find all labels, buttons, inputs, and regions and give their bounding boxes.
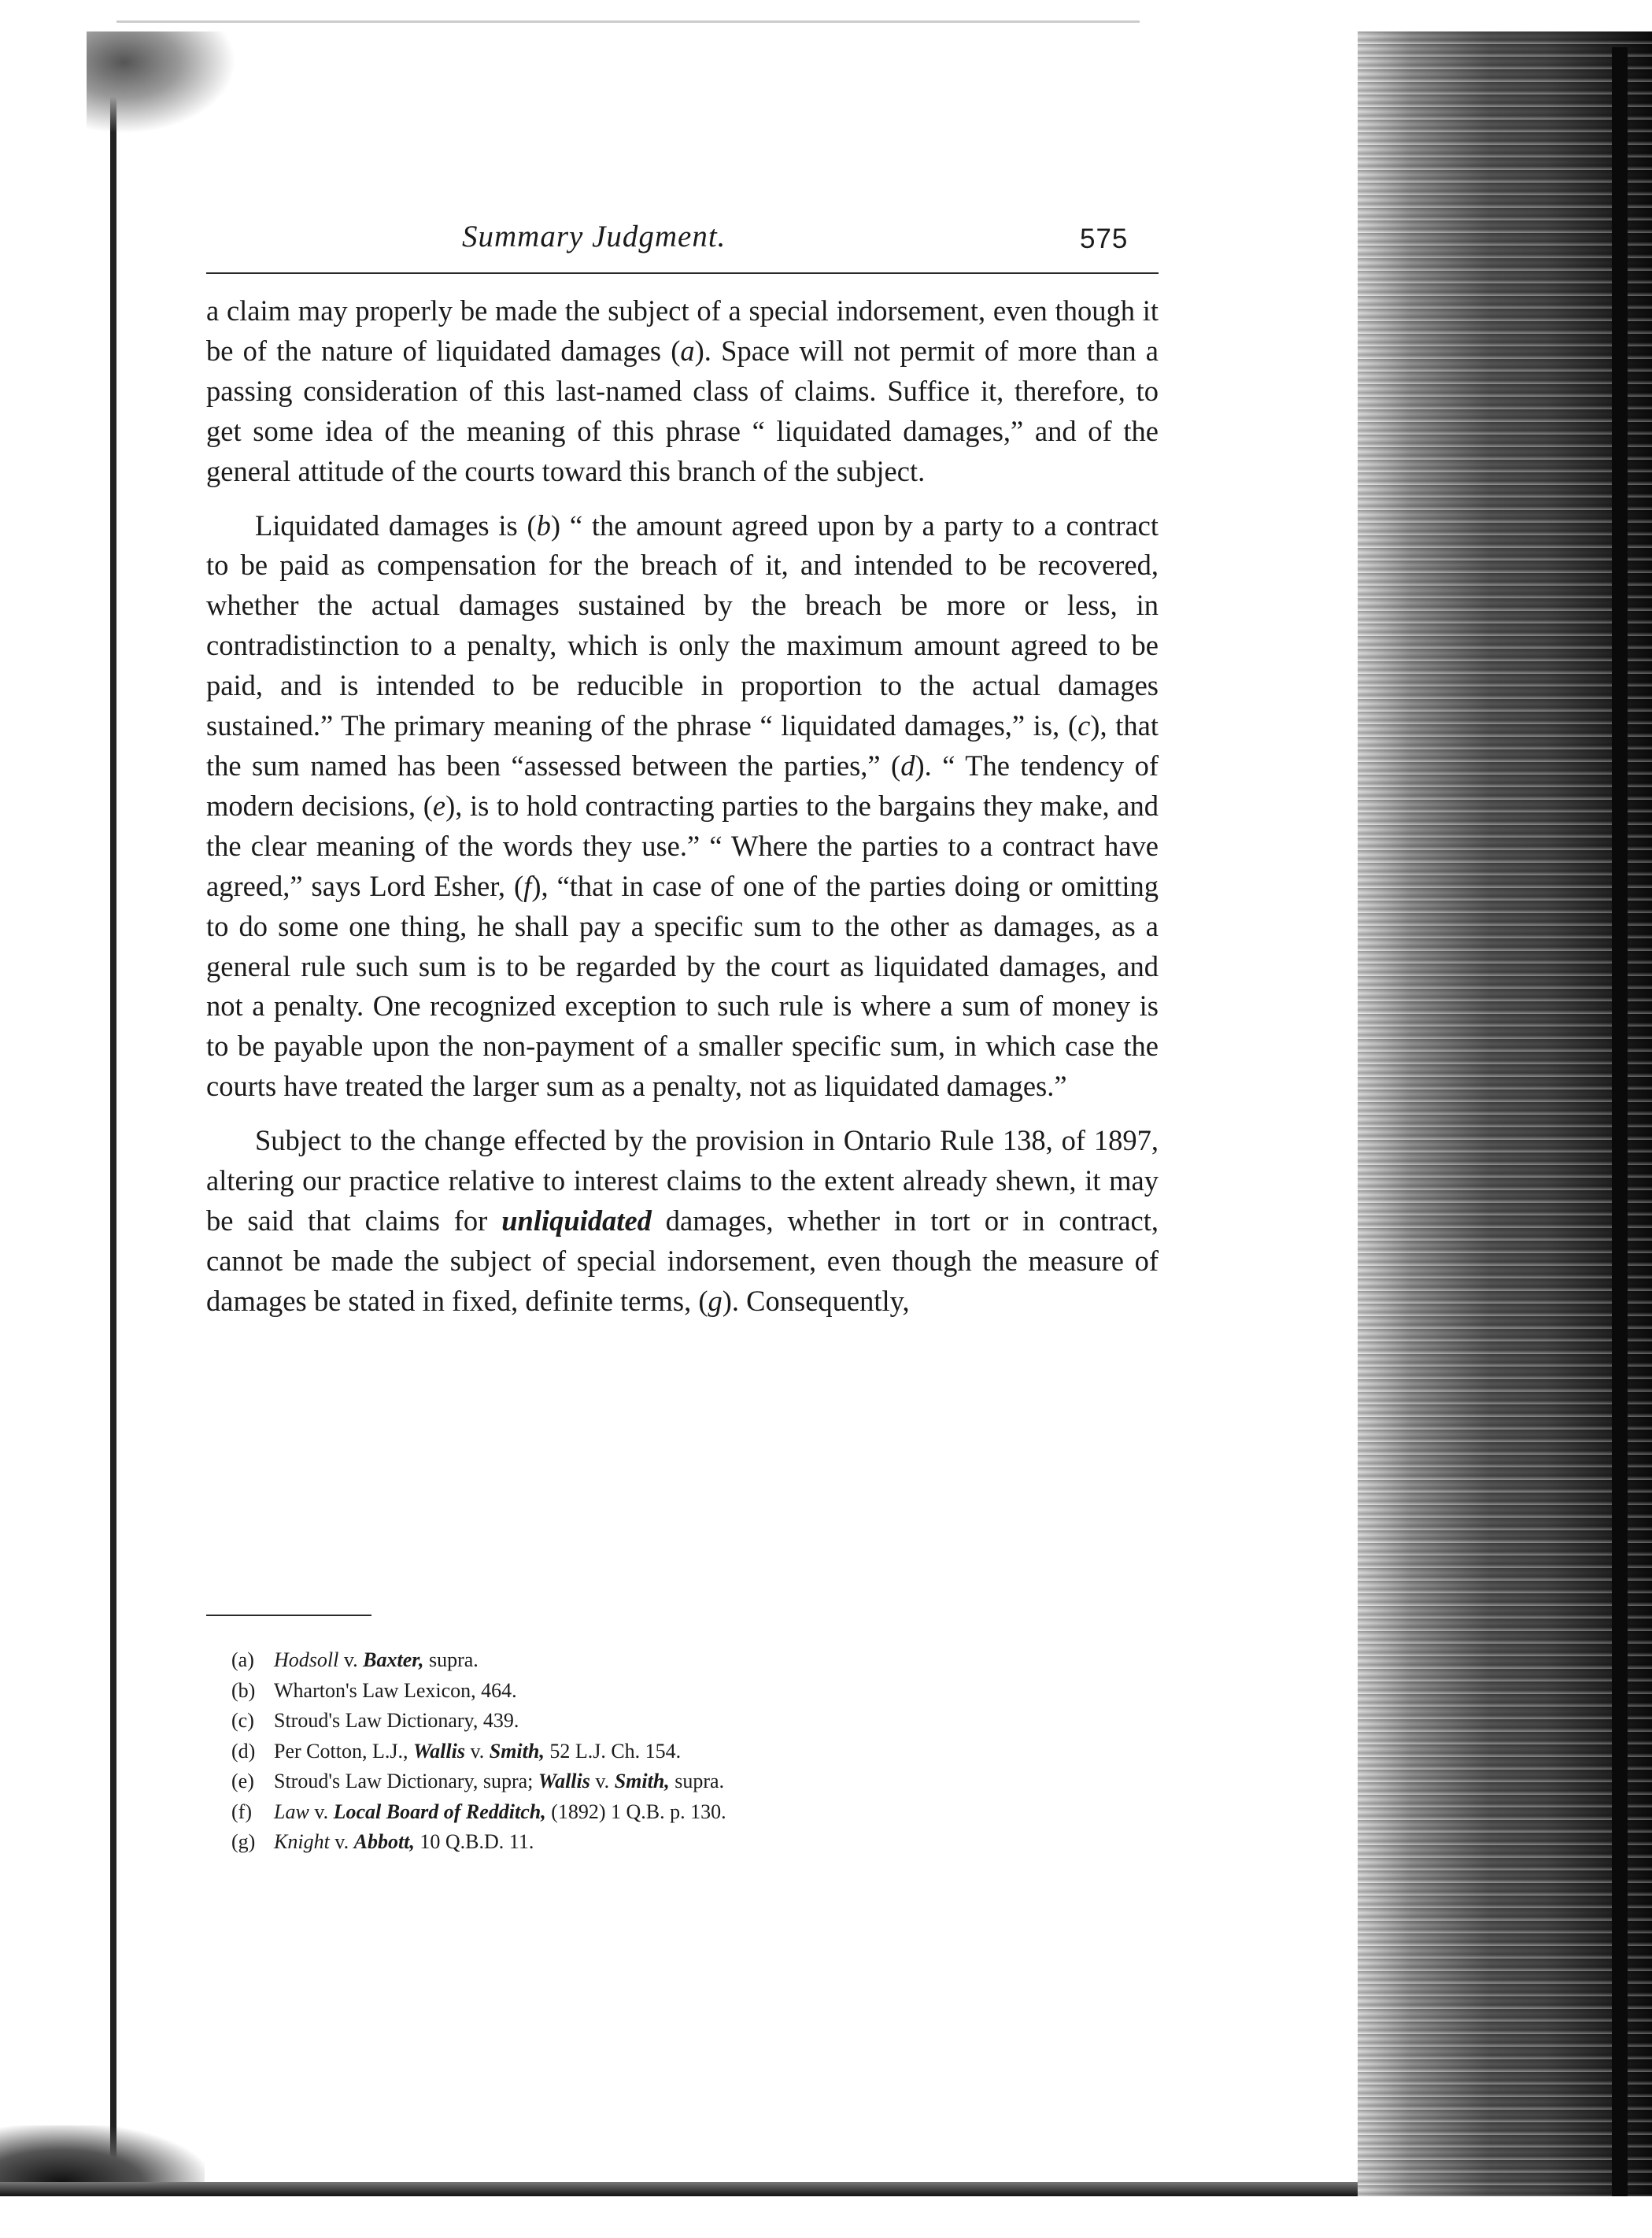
footnote-ref-a: a [680,334,695,367]
book-page [206,0,1159,2238]
paragraph-1: a claim may properly be made the subject of a special indorsement, even though it be of the nature of liquidated damages (a). Space will not permit of more than a passing consideration of this last-named class of claims. Suffice it, therefore, to get some idea of the meaning of this phrase “ liquidated damages,” and of the general attitude of the courts toward this branch of the subject. [206,294,1159,487]
scan-binding-gutter [1358,31,1652,2196]
running-head [206,219,1159,266]
footnote-b: (b) Wharton's Law Lexicon, 464. [231,1678,517,1702]
paragraph-3: Subject to the change effected by the provision in Ontario Rule 138, of 1897, altering our practice relative to interest claims to the extent already shewn, it may be said that claims for unliquidated damages, whether in tort or in contract, cannot be made the subject of special indorsement, even though the measure of damages be stated in fixed, definite terms, (g). Consequently, [206,1124,1159,1317]
scan-edge-left [110,47,116,2188]
footnote-ref-c: c [1077,709,1091,742]
footnote-ref-b: b [536,509,551,542]
footnote-c: (c) Stroud's Law Dictionary, 439. [231,1709,519,1732]
scan-edge-right [1612,47,1628,2196]
footnote-g: (g) Knight v. Abbott, 10 Q.B.D. 11. [231,1830,534,1853]
footnotes [231,1645,1136,1858]
footnote-ref-e: e [432,789,446,822]
page-number: 575 [1080,224,1129,254]
paragraph-2: Liquidated damages is (b) “ the amount agreed upon by a party to a contract to be paid as compensation for the breach of it, and intended to be recovered, whether the actual damages sustained by the breach be more or less, in contradistinction to a penalty, which is only the maximum amount agreed to be paid, and is intended to be reducible in proportion to the actual damages sustained.” The primary meaning of the phrase “ liquidated damages,” is, (c), that the sum named has been “assessed between the parties,” (d). “ The tendency of modern decisions, (e), is to hold contracting parties to the bargains they make, and the clear meaning of the words they use.” “ Where the parties to a contract have agreed,” says Lord Esher, (f), “that in case of one of the parties doing or omitting to do some one thing, he shall pay a specific sum to the other as damages, as a general rule such sum is to be regarded by the court as liquidated damages, and not a penalty. One recognized exception to such rule is where a sum of money is to be payable upon the non-payment of a smaller specific sum, in which case the courts have treated the larger sum as a penalty, not as liquidated damages.” [206,509,1159,1103]
footnote-rule [206,1615,371,1616]
footnote-ref-f: f [523,869,532,902]
header-rule [206,272,1159,274]
footnote-ref-g: g [708,1284,723,1317]
footnote-e: (e) Stroud's Law Dictionary, supra; Wallis v. Smith, supra. [231,1770,725,1792]
body-text [206,291,1159,1322]
running-title: Summary Judgment. [462,220,726,253]
footnote-d: (d) Per Cotton, L.J., Wallis v. Smith, 52 L.J. Ch. 154. [231,1739,682,1763]
footnote-ref-d: d [900,749,915,782]
emphasis-unliquidated: unliquidated [501,1204,652,1237]
footnote-a: (a) Hodsoll v. Baxter, supra. [231,1648,479,1671]
footnote-f: (f) Law v. Local Board of Redditch, (1892) 1 Q.B. p. 130. [231,1800,726,1823]
